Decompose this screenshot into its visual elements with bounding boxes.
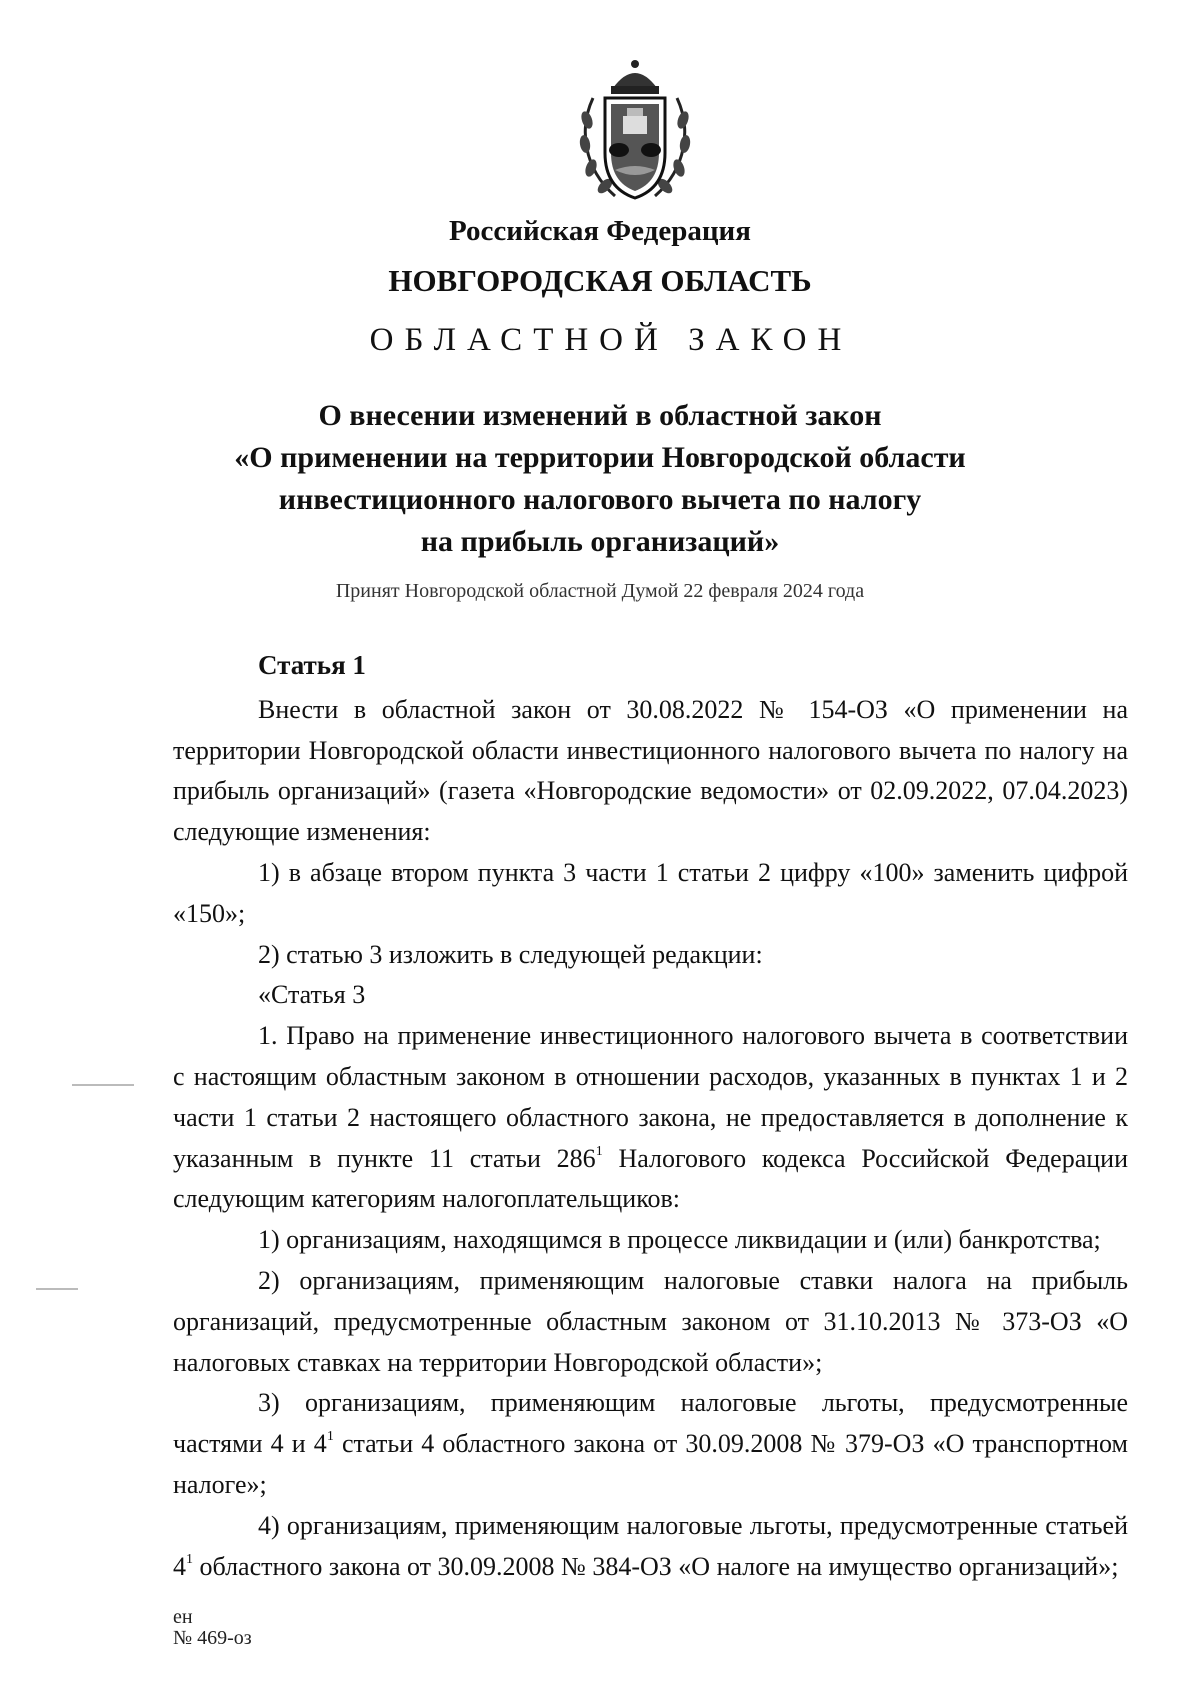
quoted-article-heading: «Статья 3 bbox=[258, 980, 366, 1010]
article-body bbox=[173, 645, 1128, 1587]
footer-initials: ен bbox=[173, 1606, 193, 1628]
law-title bbox=[0, 395, 1200, 563]
document-type-heading: ОБЛАСТНОЙ ЗАКОН bbox=[369, 322, 853, 358]
paragraph-text: 4) организациям, применяющим налоговые льготы, предусмотренные статьей 4 bbox=[173, 1510, 1128, 1581]
coat-of-arms-emblem bbox=[575, 58, 695, 208]
paragraph-text: областного закона от 30.09.2008 № 384-ОЗ «О налоге на имущество организаций»; bbox=[193, 1551, 1119, 1581]
title-line: на прибыль организаций» bbox=[420, 525, 780, 558]
footer-reference bbox=[173, 1607, 252, 1649]
subitem-1: 1) организациям, находящимся в процессе ликвидации и (или) банкротства; bbox=[258, 1225, 1101, 1255]
paragraph-text: 3) организациям, применяющим налоговые льготы, предусмотренные частями 4 и 4 bbox=[173, 1388, 1128, 1459]
paragraph-text: 1. Право на применение инвестиционного налогового вычета в соответствии с настоящим областным законом в отношении расходов, указанных в пунктах 1 и 2 части 1 статьи 2 настоящего областного закона, не предоставляется в дополнение к указанным в пункте 11 статьи 286 bbox=[173, 1021, 1128, 1173]
subitem-2: 2) организациям, применяющим налоговые ставки налога на прибыль организаций, предусмотренные областным законом от 31.10.2013 № 373-ОЗ «О налоговых ставках на территории Новгородской области»; bbox=[173, 1265, 1128, 1377]
adoption-note: Принят Новгородской областной Думой 22 февраля 2024 года bbox=[335, 580, 865, 602]
quoted-paragraph-1 bbox=[173, 1016, 1128, 1220]
subitem-3 bbox=[173, 1383, 1128, 1505]
scan-artifact bbox=[72, 1084, 134, 1086]
title-line: О внесении изменений в областной закон bbox=[318, 399, 882, 432]
superscript: 1 bbox=[186, 1551, 193, 1567]
article-intro: Внести в областной закон от 30.08.2022 № 154-ОЗ «О применении на территории Новгородской области инвестиционного налогового вычета по налогу на прибыль организаций» (газета «Новгородские ведомости» от 02.09.2022, 07.04.2023) следующие изменения: bbox=[173, 694, 1128, 847]
title-line: инвестиционного налогового вычета по налогу bbox=[278, 483, 922, 516]
region-heading: НОВГОРОДСКАЯ ОБЛАСТЬ bbox=[388, 263, 812, 298]
federation-heading: Российская Федерация bbox=[449, 215, 751, 247]
amendment-item-1: 1) в абзаце втором пункта 3 части 1 статьи 2 цифру «100» заменить цифрой «150»; bbox=[173, 857, 1128, 928]
amendment-item-2: 2) статью 3 изложить в следующей редакции: bbox=[258, 939, 763, 969]
paragraph-text: статьи 4 областного закона от 30.09.2008 № 379-ОЗ «О транспортном налоге»; bbox=[173, 1429, 1128, 1499]
article-heading: Статья 1 bbox=[258, 650, 366, 680]
title-line: «О применении на территории Новгородской области bbox=[234, 441, 966, 474]
paragraph-text: Налогового кодекса Российской Федерации следующим категориям налогоплательщиков: bbox=[173, 1143, 1129, 1214]
superscript: 1 bbox=[595, 1143, 603, 1159]
subitem-4 bbox=[173, 1506, 1128, 1588]
superscript: 1 bbox=[326, 1429, 334, 1445]
footer-number: № 469-оз bbox=[173, 1627, 252, 1649]
scan-artifact bbox=[36, 1288, 78, 1290]
